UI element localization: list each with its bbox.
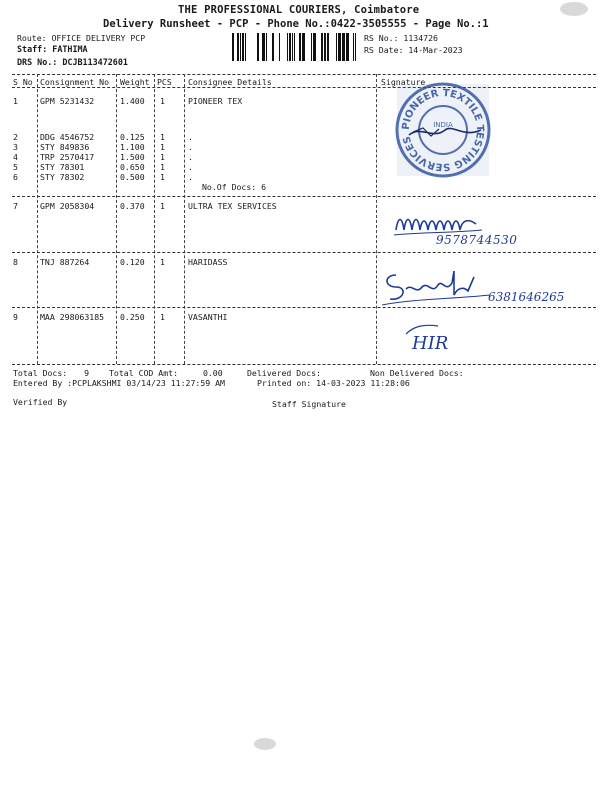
cell-sno: 6 xyxy=(13,172,18,182)
header-signature: Signature xyxy=(381,77,426,87)
barcode-bar xyxy=(237,33,239,61)
cell-consignee: . xyxy=(188,162,193,172)
cell-weight: 0.250 xyxy=(120,312,145,322)
handwritten-initials: HIR xyxy=(412,333,449,354)
cell-consignment: TNJ 887264 xyxy=(40,257,90,267)
company-stamp xyxy=(393,80,493,180)
verified-by: Verified By xyxy=(13,397,68,407)
barcode-bar xyxy=(324,33,326,61)
barcode-bar xyxy=(242,33,244,61)
barcode-bar xyxy=(272,33,274,61)
page-subtitle: Delivery Runsheet - PCP - Phone No.:0422-3505555 - Page No.:1 xyxy=(103,18,489,30)
cell-pcs: 1 xyxy=(160,257,165,267)
barcode-bar xyxy=(279,33,280,61)
barcode-bar xyxy=(245,33,246,61)
barcode-bar xyxy=(338,33,341,61)
header-sno: S No xyxy=(13,77,33,87)
rs-number: RS No.: 1134726 xyxy=(364,33,438,43)
row-rule xyxy=(12,307,596,308)
barcode-bar xyxy=(294,33,295,61)
barcode-bar xyxy=(355,33,356,61)
cell-pcs: 1 xyxy=(160,96,165,106)
cell-weight: 0.650 xyxy=(120,162,145,172)
cell-consignment: STY 849836 xyxy=(40,142,90,152)
cell-sno: 8 xyxy=(13,257,18,267)
barcode-bar xyxy=(292,33,293,61)
staff-label: Staff: FATHIMA xyxy=(17,44,88,54)
barcode-bar xyxy=(257,33,259,61)
cell-consignment: GPM 2058304 xyxy=(40,201,95,211)
rs-date: RS Date: 14-Mar-2023 xyxy=(364,45,463,55)
cell-sno: 5 xyxy=(13,162,18,172)
cell-pcs: 1 xyxy=(160,172,165,182)
cell-pcs: 1 xyxy=(160,152,165,162)
barcode-bar xyxy=(353,33,354,61)
scan-speck xyxy=(254,738,276,750)
barcode-bar xyxy=(299,33,301,61)
cell-weight: 1.400 xyxy=(120,96,145,106)
total-docs-value: 9 xyxy=(84,368,90,378)
scan-speck xyxy=(560,2,588,16)
signature-scribble xyxy=(382,265,492,307)
row-rule xyxy=(12,196,596,197)
barcode-bar xyxy=(313,33,316,61)
header-consignee: Consignee Details xyxy=(188,77,272,87)
cell-sno: 3 xyxy=(13,142,18,152)
barcode-bar xyxy=(346,33,349,61)
table-row xyxy=(0,162,376,172)
cell-weight: 0.370 xyxy=(120,201,145,211)
table-top-rule xyxy=(12,74,596,75)
cell-consignment: STY 78302 xyxy=(40,172,85,182)
cell-consignee: . xyxy=(188,152,193,162)
route-label: Route: OFFICE DELIVERY PCP xyxy=(17,33,146,43)
barcode-bar xyxy=(266,33,267,61)
signature-scribble xyxy=(404,322,444,338)
barcode-bar xyxy=(289,33,291,61)
table-row xyxy=(0,172,376,182)
table-row xyxy=(0,132,376,142)
total-docs xyxy=(13,368,89,378)
total-cod-value: 0.00 xyxy=(202,368,223,378)
cell-weight: 1.500 xyxy=(120,152,145,162)
table-header-rule xyxy=(12,87,596,88)
drs-number: DRS No.: DCJB113472601 xyxy=(17,57,128,67)
barcode-bar xyxy=(232,33,234,61)
cell-pcs: 1 xyxy=(160,142,165,152)
barcode-bar xyxy=(262,33,265,61)
barcode-bar xyxy=(336,33,337,61)
table-row xyxy=(0,257,376,267)
group-doc-count: No.Of Docs: 6 xyxy=(202,182,267,192)
stamp-inner-text: INDIA xyxy=(433,121,453,129)
total-cod-label: Total COD Amt: xyxy=(109,368,179,378)
cell-pcs: 1 xyxy=(160,132,165,142)
stamp-ring-text: PIONEER TEXTILE TESTING SERVICES xyxy=(400,87,486,173)
table-row xyxy=(0,142,376,152)
cell-pcs: 1 xyxy=(160,312,165,322)
barcode-bar xyxy=(302,33,305,61)
handwritten-phone: 6381646265 xyxy=(488,290,565,304)
cell-sno: 1 xyxy=(13,96,18,106)
total-cod xyxy=(109,368,223,378)
cell-consignment: DDG 4546752 xyxy=(40,132,95,142)
header-pcs: PCS xyxy=(157,77,172,87)
barcode-bar xyxy=(321,33,323,61)
barcode-bar xyxy=(287,33,288,61)
total-docs-label: Total Docs: xyxy=(13,368,68,378)
header-consignment: Consignment No xyxy=(40,77,110,87)
barcode-bar xyxy=(342,33,345,61)
page-title: THE PROFESSIONAL COURIERS, Coimbatore xyxy=(178,4,420,16)
cell-consignee: . xyxy=(188,142,193,152)
table-row xyxy=(0,201,376,211)
non-delivered-docs: Non Delivered Docs: xyxy=(370,368,464,378)
cell-sno: 4 xyxy=(13,152,18,162)
staff-signature: Staff Signature xyxy=(272,399,346,409)
cell-consignee: ULTRA TEX SERVICES xyxy=(188,201,277,211)
cell-consignment: MAA 298063185 xyxy=(40,312,105,322)
cell-weight: 0.120 xyxy=(120,257,145,267)
cell-consignee: HARIDASS xyxy=(188,257,228,267)
cell-pcs: 1 xyxy=(160,162,165,172)
cell-consignment: STY 78301 xyxy=(40,162,85,172)
cell-consignment: GPM 5231432 xyxy=(40,96,95,106)
cell-sno: 2 xyxy=(13,132,18,142)
table-row xyxy=(0,152,376,162)
header-weight: Weight xyxy=(120,77,150,87)
table-row xyxy=(0,312,376,322)
barcode xyxy=(232,33,358,61)
cell-pcs: 1 xyxy=(160,201,165,211)
table-row xyxy=(0,96,376,106)
printed-on: Printed on: 14-03-2023 11:28:06 xyxy=(257,378,410,388)
barcode-bar xyxy=(311,33,312,61)
barcode-bar xyxy=(240,33,241,61)
cell-consignee: PIONEER TEX xyxy=(188,96,243,106)
col-divider xyxy=(376,74,377,364)
cell-consignee: VASANTHI xyxy=(188,312,228,322)
table-bottom-rule xyxy=(12,364,596,365)
cell-weight: 0.500 xyxy=(120,172,145,182)
delivered-docs: Delivered Docs: xyxy=(247,368,321,378)
cell-weight: 1.100 xyxy=(120,142,145,152)
handwritten-phone: 9578744530 xyxy=(436,233,518,247)
cell-consignee: . xyxy=(188,132,193,142)
cell-consignment: TRP 2570417 xyxy=(40,152,95,162)
entered-by: Entered By :PCPLAKSHMI 03/14/23 11:27:59 AM xyxy=(13,378,225,388)
cell-sno: 7 xyxy=(13,201,18,211)
row-rule xyxy=(12,252,596,253)
cell-consignee: . xyxy=(188,172,193,182)
cell-weight: 0.125 xyxy=(120,132,145,142)
cell-sno: 9 xyxy=(13,312,18,322)
barcode-bar xyxy=(327,33,329,61)
